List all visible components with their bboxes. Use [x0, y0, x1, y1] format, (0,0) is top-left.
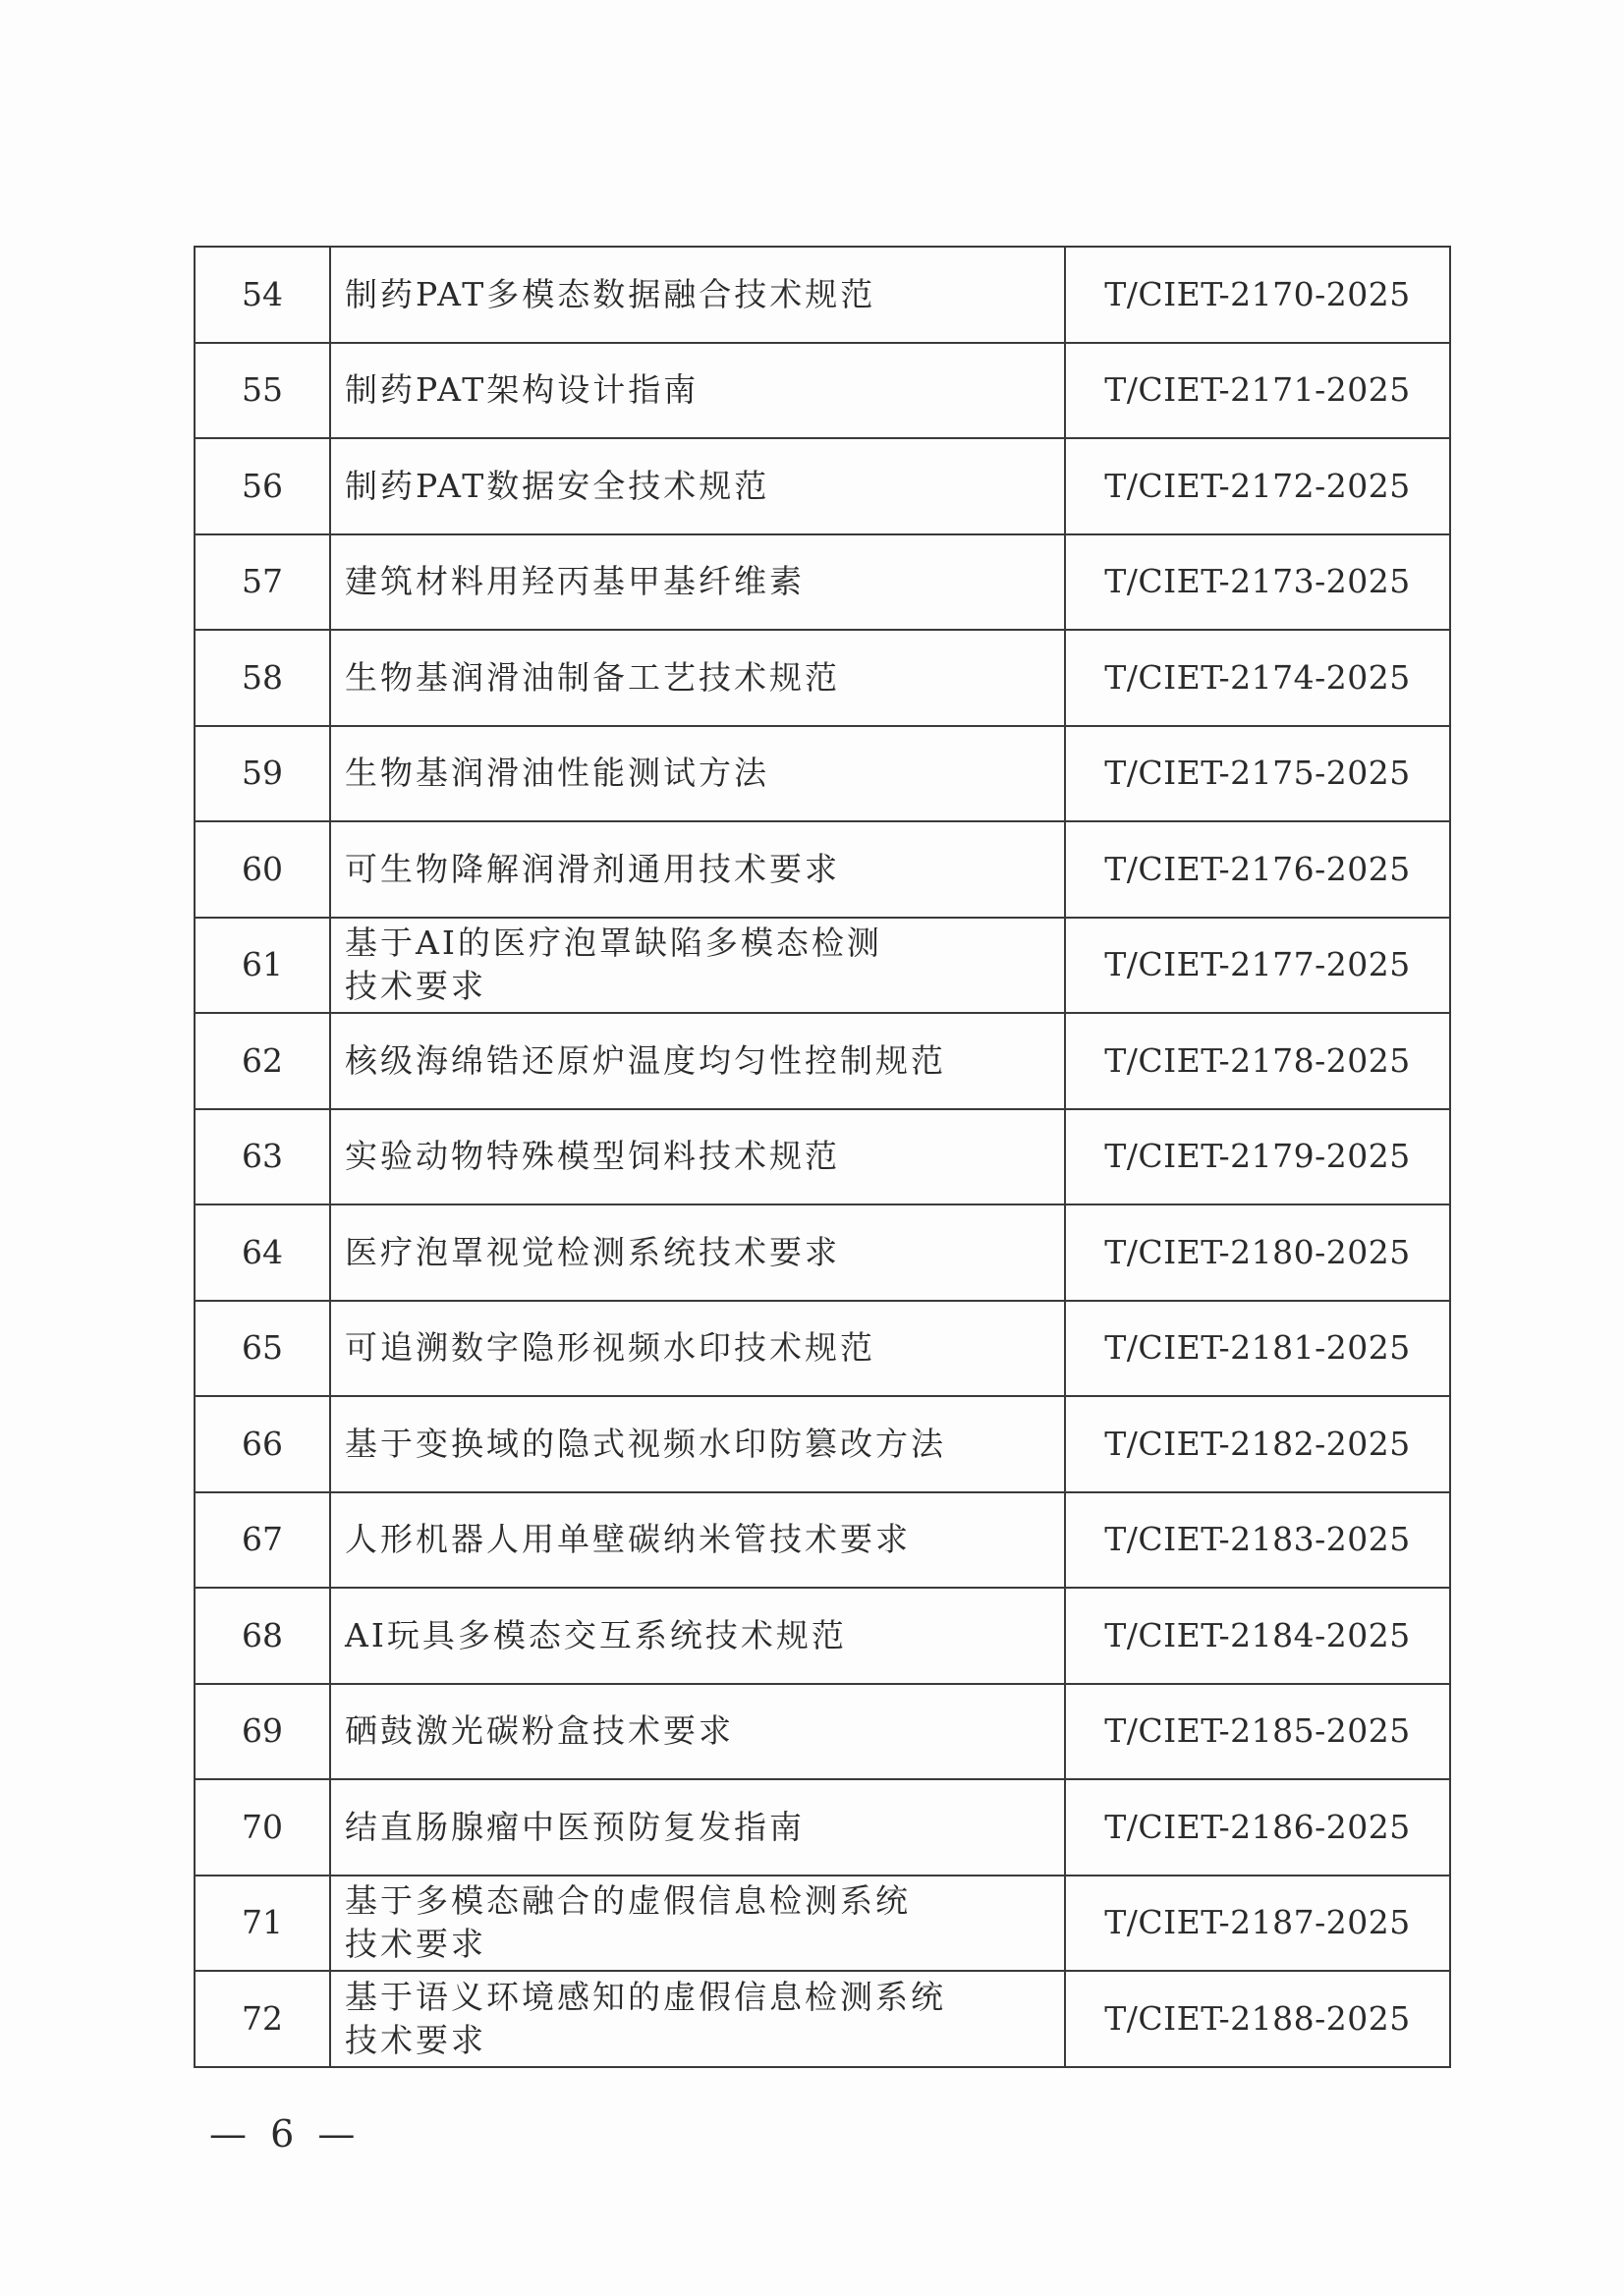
row-number: 63: [195, 1109, 330, 1205]
standard-code: T/CIET-2188-2025: [1065, 1971, 1450, 2067]
standard-name-line: 技术要求: [345, 967, 486, 1006]
standard-name: [330, 918, 1065, 1014]
table-row: [195, 821, 1450, 918]
row-number: 69: [195, 1684, 330, 1780]
standard-name: [330, 1396, 1065, 1492]
table-row: [195, 247, 1450, 343]
table-row: [195, 1492, 1450, 1589]
table-row: [195, 534, 1450, 631]
row-number: 54: [195, 247, 330, 343]
table-row: [195, 918, 1450, 1014]
standard-name: [330, 726, 1065, 822]
standard-name-line: 医疗泡罩视觉检测系统技术要求: [345, 1232, 840, 1271]
standard-name-line: 核级海绵锆还原炉温度均匀性控制规范: [345, 1040, 946, 1080]
table-row: [195, 1396, 1450, 1492]
table-row: [195, 1971, 1450, 2067]
standard-name-line: 建筑材料用羟丙基甲基纤维素: [345, 562, 805, 601]
row-number: 56: [195, 438, 330, 534]
standard-name-line: 结直肠腺瘤中医预防复发指南: [345, 1807, 805, 1846]
table-row: [195, 1204, 1450, 1301]
standard-name: [330, 821, 1065, 918]
row-number: 55: [195, 343, 330, 439]
table-body: [195, 247, 1450, 2067]
standard-code: T/CIET-2172-2025: [1065, 438, 1450, 534]
standard-code: T/CIET-2178-2025: [1065, 1013, 1450, 1109]
standard-code: T/CIET-2182-2025: [1065, 1396, 1450, 1492]
standard-name: [330, 1876, 1065, 1972]
row-number: 61: [195, 918, 330, 1014]
row-number: 65: [195, 1301, 330, 1397]
standard-name: [330, 534, 1065, 631]
standard-name-line: AI玩具多模态交互系统技术规范: [345, 1615, 847, 1654]
standard-name-line: 技术要求: [345, 2020, 486, 2059]
standard-code: T/CIET-2176-2025: [1065, 821, 1450, 918]
table-row: [195, 630, 1450, 726]
table-row: [195, 438, 1450, 534]
row-number: 71: [195, 1876, 330, 1972]
row-number: 66: [195, 1396, 330, 1492]
standard-code: T/CIET-2185-2025: [1065, 1684, 1450, 1780]
row-number: 72: [195, 1971, 330, 2067]
standard-name: [330, 1588, 1065, 1684]
standard-code: T/CIET-2174-2025: [1065, 630, 1450, 726]
standard-name: [330, 1684, 1065, 1780]
table-row: [195, 726, 1450, 822]
standard-name-line: 制药PAT架构设计指南: [345, 370, 700, 410]
standard-code: T/CIET-2187-2025: [1065, 1876, 1450, 1972]
standards-table: [194, 246, 1451, 2068]
standard-code: T/CIET-2180-2025: [1065, 1204, 1450, 1301]
standard-name-line: 制药PAT数据安全技术规范: [345, 466, 770, 505]
standard-name: [330, 1779, 1065, 1876]
row-number: 64: [195, 1204, 330, 1301]
standard-name: [330, 630, 1065, 726]
standard-code: T/CIET-2181-2025: [1065, 1301, 1450, 1397]
table-row: [195, 1588, 1450, 1684]
standard-name-line: 可生物降解润滑剂通用技术要求: [345, 849, 840, 888]
standard-code: T/CIET-2170-2025: [1065, 247, 1450, 343]
standard-name: [330, 1109, 1065, 1205]
standard-name-line: 生物基润滑油制备工艺技术规范: [345, 657, 840, 697]
table-row: [195, 1109, 1450, 1205]
standard-code: T/CIET-2183-2025: [1065, 1492, 1450, 1589]
table-row: [195, 1301, 1450, 1397]
standard-code: T/CIET-2177-2025: [1065, 918, 1450, 1014]
standard-name: [330, 247, 1065, 343]
row-number: 59: [195, 726, 330, 822]
standard-code: T/CIET-2175-2025: [1065, 726, 1450, 822]
standard-name-line: 技术要求: [345, 1925, 486, 1964]
row-number: 62: [195, 1013, 330, 1109]
standard-code: T/CIET-2179-2025: [1065, 1109, 1450, 1205]
standard-name-line: 生物基润滑油性能测试方法: [345, 754, 769, 793]
table-row: [195, 343, 1450, 439]
standard-name-line: 实验动物特殊模型饲料技术规范: [345, 1137, 840, 1176]
standard-code: T/CIET-2171-2025: [1065, 343, 1450, 439]
standard-name: [330, 1013, 1065, 1109]
standard-name: [330, 343, 1065, 439]
standard-code: T/CIET-2186-2025: [1065, 1779, 1450, 1876]
standard-name: [330, 438, 1065, 534]
table-row: [195, 1684, 1450, 1780]
row-number: 70: [195, 1779, 330, 1876]
row-number: 68: [195, 1588, 330, 1684]
standard-code: T/CIET-2184-2025: [1065, 1588, 1450, 1684]
table-row: [195, 1013, 1450, 1109]
row-number: 67: [195, 1492, 330, 1589]
standard-name: [330, 1301, 1065, 1397]
standard-name-line: 制药PAT多模态数据融合技术规范: [345, 274, 876, 313]
row-number: 60: [195, 821, 330, 918]
row-number: 58: [195, 630, 330, 726]
standard-name-line: 基于语义环境感知的虚假信息检测系统: [345, 1977, 946, 2016]
standard-name: [330, 1971, 1065, 2067]
standard-name-line: 基于AI的医疗泡罩缺陷多模态检测: [345, 924, 882, 963]
standard-name-line: 基于多模态融合的虚假信息检测系统: [345, 1881, 911, 1921]
standard-name-line: 人形机器人用单壁碳纳米管技术要求: [345, 1520, 911, 1559]
standard-name: [330, 1204, 1065, 1301]
standard-name-line: 基于变换域的隐式视频水印防篡改方法: [345, 1424, 946, 1463]
standard-name: [330, 1492, 1065, 1589]
standard-name-line: 硒鼓激光碳粉盒技术要求: [345, 1711, 734, 1751]
table-row: [195, 1779, 1450, 1876]
standard-name-line: 可追溯数字隐形视频水印技术规范: [345, 1328, 875, 1368]
row-number: 57: [195, 534, 330, 631]
table-row: [195, 1876, 1450, 1972]
page-number: — 6 —: [209, 2112, 362, 2156]
standard-code: T/CIET-2173-2025: [1065, 534, 1450, 631]
